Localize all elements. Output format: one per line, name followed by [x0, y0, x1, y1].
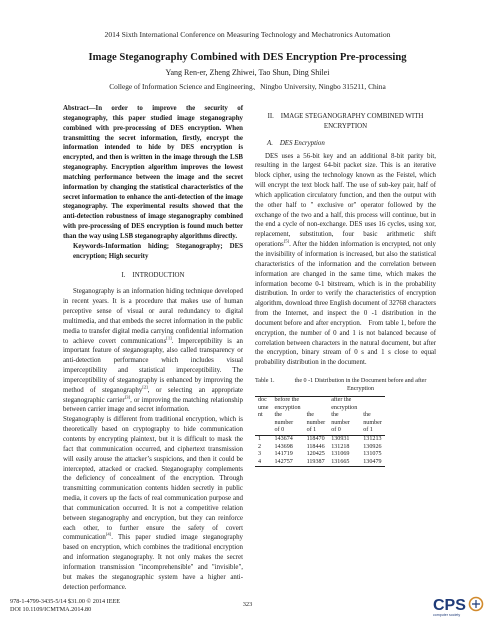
table-header-row: number number number number — [274, 419, 382, 426]
footer-doi[interactable]: DOI 10.1109/ICMTMA.2014.80 — [10, 606, 92, 614]
distribution-table — [255, 396, 385, 467]
table-caption: Table 1. the 0 -1 Distribution in the Document before and after Encryption — [255, 378, 427, 393]
citation-2[interactable]: [2] — [142, 384, 148, 390]
logo-text: CPS — [433, 597, 466, 614]
table-row: 1 143674 118470 130931 131213 — [258, 436, 382, 443]
cps-logo-icon — [432, 593, 486, 617]
citation-3[interactable]: [3] — [124, 394, 131, 400]
keywords: Keywords-Information hiding; Steganography; DES encryption; High security — [73, 242, 243, 260]
table-row: 3 141719 120425 131069 131075 — [258, 451, 382, 458]
citation-4[interactable]: [4] — [105, 532, 112, 538]
intro-paragraph-2: Steganography is different from traditional encryption, which is theoretically based on cryptography to hide communication contents by encrypting plaintext, but it is difficult to mask the fact that communication occurred, and ciphertext transmission will easily arouse the attacker’s suspicions, and then it could be intercepted, attacked or cracked. Steganography complements the deficiency of concealment of the encryption. Through transmitting communication contents hidden secretly in public media, it covers up the facts of real communication purpose and that communication occurred. It is not a competitive relation between steganography and encryption, but they can reinforce each other, to further ensure the safety of covert communication[4]. This paper studied image steganography based on encryption, which combines the traditional encryption and information steganography. It not only makes the secret information transmission "incomprehensible" and "invisible", but makes the steganographic system have a higher anti-detection performance. — [63, 416, 243, 591]
des-paragraph: DES uses a 56-bit key and an additional 8-bit parity bit, resulting in the largest 64-bit packet size. This is an iterative block cipher, using the technology known as the Feistel, which will encrypt the text block half. The use of sub-key pair, half of which application circulatory function, and then the output with the other half to " exclusive or" operator followed by the exchange of the two and a half, this process will continue, but in the end a cycle of non-exchange. DES uses 16 cycles, using xor, replacement, substitution, four basic arithmetic shift operations[5]. After the hidden information is encrypted, not only the invisibility of information is increased, but also the statistical characteristics of the information and the correlation between information are changed in the same time, which makes the information become 0-1 bitstream, which is in the probability distribution. In order to verify the characteristics of encryption algorithm, download three English document of 32768 characters from the Internet, and inspect the 0 -1 distribution in the document before and after encryption. From table 1, before the encryption, the number of 0 and 1 is not balanced because of correlation between characters in the natural document, but after the encryption, binary stream of 0 s and 1 s close to equal probability distribution in the document. — [255, 152, 436, 367]
footer-isbn: 978-1-4799-3435-5/14 $31.00 © 2014 IEEE — [10, 598, 121, 605]
section-heading-2: II. IMAGE STEGANOGRAPHY COMBINED WITH ENCRYPTION — [267, 113, 424, 130]
paper-affiliation: College of Information Science and Engineering、Ningbo University, Ningbo 315211, China — [109, 82, 386, 91]
left-column — [63, 104, 243, 593]
logo-cross — [472, 600, 480, 608]
paper-authors: Yang Ren-er, Zheng Zhiwei, Tao Shun, Ding Shilei — [165, 68, 330, 77]
table-row: 2 143698 118446 131218 130926 — [258, 443, 382, 450]
citation-5[interactable]: [5] — [283, 238, 290, 244]
right-column — [255, 104, 436, 467]
subsection-heading-des: A. DES Encryption — [267, 139, 325, 147]
table-header-row: of 0 of 1 of 0 of 1 — [255, 427, 385, 435]
table-header-row: nt the the the the — [258, 412, 371, 419]
table-header-row: ume encryption encryption — [258, 404, 358, 411]
paper-title: Image Steganography Combined with DES Encryption Pre-processing — [88, 52, 407, 63]
citation-1[interactable]: [1] — [166, 335, 172, 341]
table-row: 4 142757 119387 131665 130479 — [255, 459, 385, 467]
page-number: 323 — [242, 601, 253, 608]
section-heading-introduction: I. INTRODUCTION — [121, 271, 185, 279]
logo-subtext: computer society — [433, 613, 461, 617]
intro-paragraph-1: Steganography is an information hiding technique developed in recent years. It is a procedure that makes use of human perceptive sense of visual or aural redundancy to digital multimedia, and that embeds the secret information in the public media to transfer digital media carrying confidential information to achieve covert communications[1]. Imperceptibility is an important feature of steganography, also called transparency or anti-detection performance which includes visual imperceptibility and statistical imperceptibility. The imperceptibility of steganography is enhanced by improving the method of steganography[2], or selecting an appropriate steganographic carrier[3], or improving the matching relationship between carrier image and secret information. — [63, 288, 243, 414]
abstract: Abstract—In order to improve the security of steganography, this paper studied image steganography combined with pre-processing of DES encryption. When transmitting the secret information, firstly, encrypt the information intended to hide by DES encryption is encrypted, and then is written in the image through the LSB steganography. Encryption algorithm improves the lowest matching performance between the image and the secret information by changing the statistical characteristics of the secret information to enhance the anti-detection of the image steganography. The experimental results showed that the anti-detection robustness of image steganography combined with pre-processing of DES encryption is found much better than the way using LSB steganography algorithms directly. — [63, 105, 243, 240]
table-header-row: doc before the after the — [255, 397, 385, 405]
conference-header: 2014 Sixth International Conference on Measuring Technology and Mechatronics Automation — [104, 30, 391, 39]
